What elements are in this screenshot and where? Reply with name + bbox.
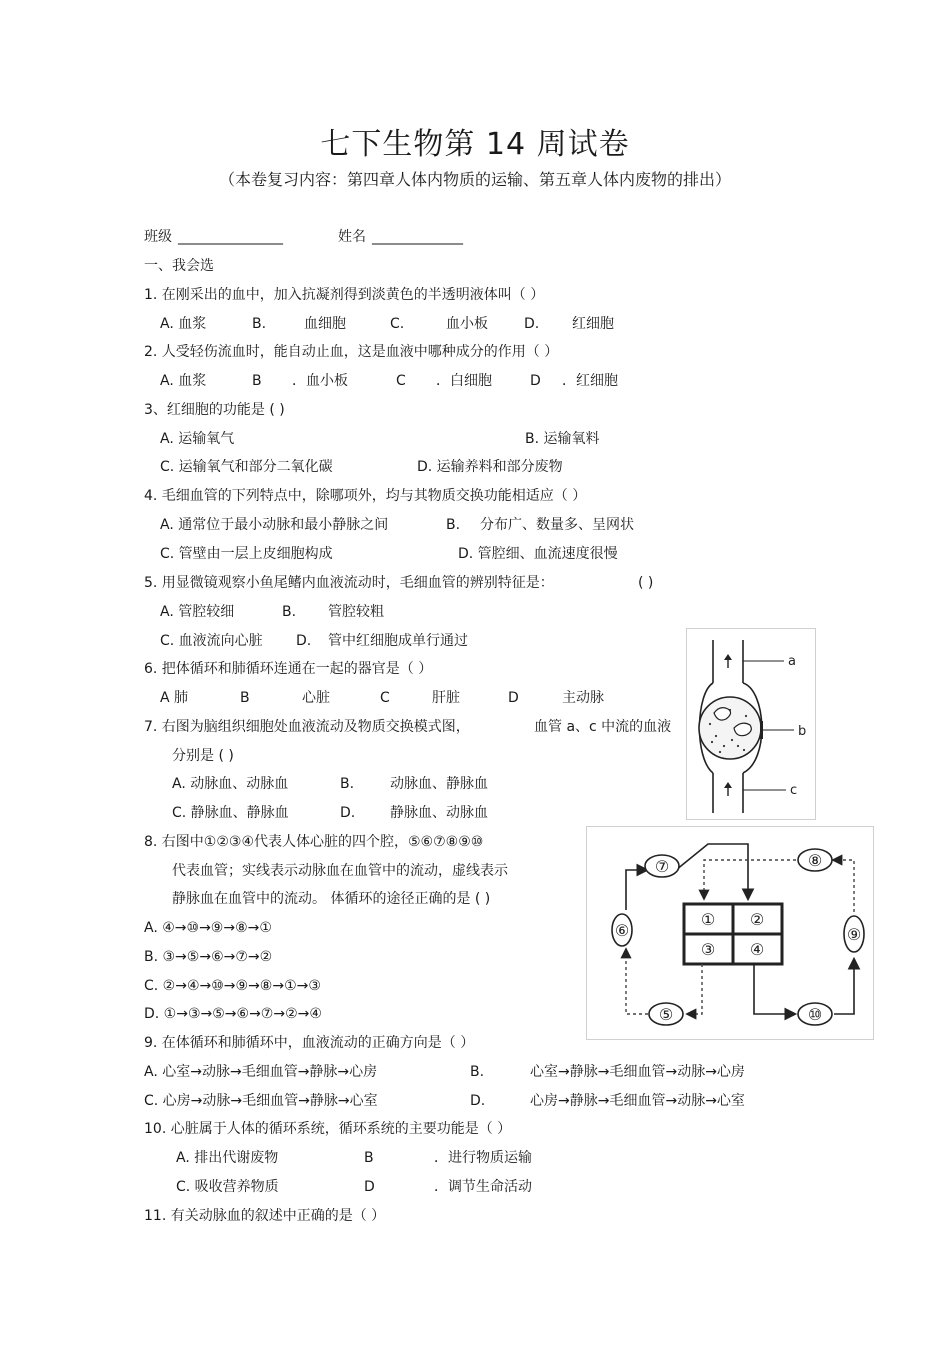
q10-option-d-letter[interactable]: D <box>364 1179 375 1195</box>
q8-option-a[interactable]: A. ④→⑩→⑨→⑧→① <box>144 920 272 936</box>
vessel-5: ⑤ <box>658 1005 674 1024</box>
q6-option-b[interactable]: 心脏 <box>302 690 330 706</box>
q2-option-a[interactable]: A. 血浆 <box>160 373 207 389</box>
question-9-stem: 9. 在体循环和肺循环中，血液流动的正确方向是（ ） <box>144 1035 475 1051</box>
q3-option-c[interactable]: C. 运输氧气和部分二氧化碳 <box>160 459 333 475</box>
q9-option-d-letter[interactable]: D. <box>470 1093 486 1109</box>
vessel-7: ⑦ <box>654 857 670 876</box>
q5-option-a[interactable]: A. 管腔较细 <box>160 604 235 620</box>
q10-option-a[interactable]: A. 排出代谢废物 <box>176 1150 279 1166</box>
vessel-6: ⑥ <box>614 921 630 940</box>
chamber-3: ③ <box>700 940 716 959</box>
q6-option-c-letter[interactable]: C <box>380 690 390 706</box>
circulation-svg <box>586 826 874 1040</box>
chamber-2: ② <box>749 910 765 929</box>
q2-option-b[interactable]: ．血小板 <box>292 373 348 389</box>
q9-option-a[interactable]: A. 心室→动脉→毛细血管→静脉→心房 <box>144 1064 378 1080</box>
page-title: 七下生物第 14 周试卷 <box>320 127 630 162</box>
q9-option-d[interactable]: 心房→静脉→毛细血管→动脉→心室 <box>530 1093 745 1109</box>
page-subtitle: （本卷复习内容：第四章人体内物质的运输、第五章人体内废物的排出） <box>218 170 731 189</box>
chamber-4: ④ <box>749 940 765 959</box>
q5-option-b[interactable]: 管腔较粗 <box>328 604 384 620</box>
class-field[interactable]: _______________ <box>178 229 283 245</box>
question-2-stem: 2. 人受轻伤流血时，能自动止血，这是血液中哪种成分的作用（ ） <box>144 344 559 360</box>
q5-option-d[interactable]: 管中红细胞成单行通过 <box>328 633 468 649</box>
question-8-stem: 8. 右图中①②③④代表人体心脏的四个腔，⑤⑥⑦⑧⑨⑩ <box>144 834 484 850</box>
vessel-8: ⑧ <box>807 851 823 870</box>
q8-option-c[interactable]: C. ②→④→⑩→⑨→⑧→①→③ <box>144 978 321 994</box>
class-label: 班级 <box>144 229 172 245</box>
capillary-exchange-svg <box>686 628 816 820</box>
q2-option-b-letter[interactable]: B <box>252 373 262 389</box>
q1-option-a[interactable]: A. 血浆 <box>160 316 207 332</box>
question-10-stem: 10. 心脏属于人体的循环系统，循环系统的主要功能是（ ） <box>144 1121 512 1137</box>
q9-option-c[interactable]: C. 心房→动脉→毛细血管→静脉→心室 <box>144 1093 378 1109</box>
name-field[interactable]: _____________ <box>372 229 463 245</box>
circulation-diagram <box>586 826 874 1040</box>
q2-option-d[interactable]: ．红细胞 <box>562 373 618 389</box>
question-6-stem: 6. 把体循环和肺循环连通在一起的器官是（ ） <box>144 661 433 677</box>
q4-option-d[interactable]: D. 管腔细、血流速度很慢 <box>458 546 618 562</box>
question-5-stem: 5. 用显微镜观察小鱼尾鳍内血液流动时，毛细血管的辨别特征是： <box>144 575 554 591</box>
question-11-stem: 11. 有关动脉血的叙述中正确的是（ ） <box>144 1208 386 1224</box>
label-a: a <box>788 654 796 669</box>
q1-option-b[interactable]: 血细胞 <box>304 316 346 332</box>
q3-option-b[interactable]: B. 运输氧料 <box>525 431 600 447</box>
q5-option-c[interactable]: C. 血液流向心脏 <box>160 633 263 649</box>
q7-option-a[interactable]: A. 动脉血、动脉血 <box>172 776 289 792</box>
q2-option-d-letter[interactable]: D <box>530 373 541 389</box>
q10-option-b-letter[interactable]: B <box>364 1150 374 1166</box>
q8-option-b[interactable]: B. ③→⑤→⑥→⑦→② <box>144 949 273 965</box>
q6-option-a[interactable]: A 肺 <box>160 690 189 706</box>
chamber-1: ① <box>700 910 716 929</box>
question-4-stem: 4. 毛细血管的下列特点中，除哪项外，均与其物质交换功能相适应（ ） <box>144 488 587 504</box>
question-1-stem: 1. 在刚采出的血中，加入抗凝剂得到淡黄色的半透明液体叫（ ） <box>144 287 545 303</box>
q7-option-b[interactable]: 动脉血、静脉血 <box>390 776 488 792</box>
question-8-stem-cont: 代表血管；实线表示动脉血在血管中的流动，虚线表示 <box>172 863 508 879</box>
q1-option-b-letter[interactable]: B. <box>252 316 267 332</box>
question-7-stem: 7. 右图为脑组织细胞处血液流动及物质交换模式图， <box>144 719 470 735</box>
q6-option-d[interactable]: 主动脉 <box>562 690 604 706</box>
q5-answer-paren[interactable]: ( ) <box>638 575 654 591</box>
q3-option-a[interactable]: A. 运输氧气 <box>160 431 235 447</box>
q7-option-b-letter[interactable]: B. <box>340 776 355 792</box>
q8-option-d[interactable]: D. ①→③→⑤→⑥→⑦→②→④ <box>144 1006 322 1022</box>
q6-option-c[interactable]: 肝脏 <box>432 690 460 706</box>
question-7-stem-cont: 血管 a、c 中流的血液 <box>534 719 672 735</box>
q5-option-d-letter[interactable]: D. <box>296 633 312 649</box>
vessel-9: ⑨ <box>846 925 862 944</box>
q10-option-b[interactable]: ．进行物质运输 <box>434 1150 532 1166</box>
q5-option-b-letter[interactable]: B. <box>282 604 297 620</box>
label-c: c <box>790 783 798 798</box>
q10-option-d[interactable]: ．调节生命活动 <box>434 1179 532 1195</box>
q3-option-d[interactable]: D. 运输养料和部分废物 <box>417 459 563 475</box>
q1-option-d-letter[interactable]: D. <box>524 316 540 332</box>
q7-option-d[interactable]: 静脉血、动脉血 <box>390 805 488 821</box>
label-b: b <box>798 724 807 739</box>
vessel-10: ⑩ <box>807 1005 823 1024</box>
q9-option-b[interactable]: 心室→静脉→毛细血管→动脉→心房 <box>530 1064 745 1080</box>
q6-option-b-letter[interactable]: B <box>240 690 250 706</box>
q1-option-c[interactable]: 血小板 <box>446 316 488 332</box>
q6-option-d-letter[interactable]: D <box>508 690 519 706</box>
q4-option-b-letter[interactable]: B. <box>446 517 461 533</box>
q7-option-c[interactable]: C. 静脉血、静脉血 <box>172 805 289 821</box>
q4-option-c[interactable]: C. 管壁由一层上皮细胞构成 <box>160 546 333 562</box>
q4-option-a[interactable]: A. 通常位于最小动脉和最小静脉之间 <box>160 517 389 533</box>
section-heading: 一、我会选 <box>144 258 214 274</box>
question-8-stem-end: 静脉血在血管中的流动。 体循环的途径正确的是 ( ) <box>172 891 491 907</box>
q10-option-c[interactable]: C. 吸收营养物质 <box>176 1179 279 1195</box>
q2-option-c-letter[interactable]: C <box>396 373 406 389</box>
question-3-stem: 3、红细胞的功能是 ( ) <box>144 402 285 418</box>
q7-option-d-letter[interactable]: D. <box>340 805 356 821</box>
question-7-stem-end: 分别是 ( ) <box>172 748 234 764</box>
q2-option-c[interactable]: ．白细胞 <box>436 373 492 389</box>
q1-option-d[interactable]: 红细胞 <box>572 316 614 332</box>
capillary-exchange-figure <box>686 628 816 820</box>
q1-option-c-letter[interactable]: C. <box>390 316 405 332</box>
name-label: 姓名 <box>338 229 366 245</box>
q4-option-b[interactable]: 分布广、数量多、呈网状 <box>480 517 634 533</box>
q9-option-b-letter[interactable]: B. <box>470 1064 485 1080</box>
